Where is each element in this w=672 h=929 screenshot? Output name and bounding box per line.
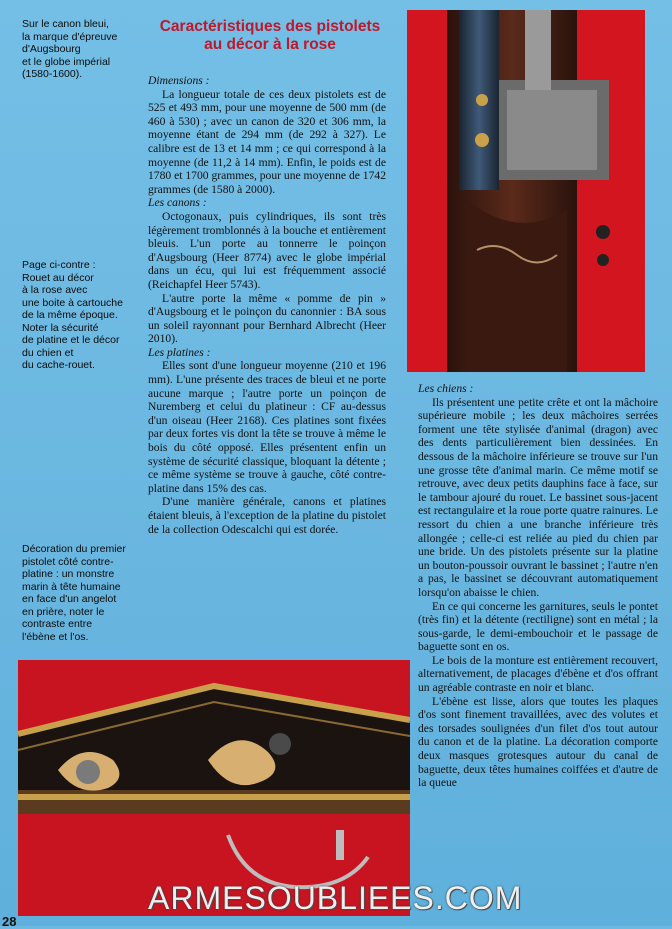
paragraph: Octogonaux, puis cylindriques, ils sont très légèrement tromblonnés à la bouche et entièrement bleuis. L'un porte au tonnerre le poinçon d'Augsbourg (Heer 8774) avec le globe impérial dans un écu, qui lui est fréquemment associé (Reichapfel Heer 5743).	[148, 209, 386, 291]
article-title: Caractéristiques des pistolets au décor à la rose	[159, 18, 381, 53]
article-column-2	[418, 382, 658, 790]
caption-bottom-left: Décoration du premier pistolet côté contre- platine : un monstre marin à tête humaine en face d'un angelot en prière, noter le contraste entre l'ébène et l'os.	[22, 543, 126, 643]
paragraph: Le bois de la monture est entièrement recouvert, alternativement, de placages d'ébène et d'os offrant un agréable contraste en noir et blanc.	[418, 653, 658, 695]
paragraph: En ce qui concerne les garnitures, seuls le pontet (très fin) et la détente (rectiligne) sont en métal ; la sous-garde, le demi-embouchoir et le passage de baguette sont en os.	[418, 599, 658, 654]
caption-top-left: Sur le canon bleui, la marque d'épreuve d'Augsbourg et le globe impérial (1580-1600).	[22, 18, 118, 80]
subheading: Les platines :	[148, 345, 211, 359]
page-number: 28	[2, 914, 17, 929]
article-column-1	[148, 74, 386, 536]
paragraph: L'autre porte la même « pomme de pin » d'Augsbourg et le poinçon du canonnier : BA sous un soleil rayonnant pour Bernhard Albrecht (Heer 2010).	[148, 291, 386, 346]
photo-stock-decoration	[18, 660, 410, 916]
wheel-lock-illustration	[407, 10, 645, 372]
paragraph: D'une manière générale, canons et platines étaient bleuis, à l'exception de la platine du pistolet de la collection Odescalchi qui est dorée.	[148, 495, 386, 536]
paragraph: L'ébène est lisse, alors que toutes les plaques d'os sont finement travaillées, avec des volutes et des torsades soulignées d'un filet d'os tout autour du canon et de la platine. La décoration comporte deux masques grotesques autour du canal de baguette, deux têtes humaines coiffées et d'autre de la queue	[418, 694, 658, 790]
caption-middle-left: Page ci-contre : Rouet au décor à la rose avec une boite à cartouche de la même époque. Noter la sécurité de platine et le décor du chien et du cache-rouet.	[22, 259, 123, 371]
paragraph: Ils présentent une petite crête et ont la mâchoire supérieure mobile ; les deux mâchoires serrées forment une tête stylisée d'animal (dragon) avec des dents particulièrement bien dessinées. En dessous de la mâchoire inférieure se trouve sur l'un une grosse tête d'animal marin. Ce même motif se retrouve, avec deux petits dauphins face à face, sur le tambour ajouré du rouet. Le bassinet sous-jacent est rectangulaire et la roue porte quatre rainures. Le ressort du chien a une branche inférieure très allongée ; celle-ci est reliée au pied du chien par une bride. Un des pistolets présente sur la platine un bouton-poussoir ouvrant le bassinet ; l'autre n'en a pas, le bassinet se découvrant automatiquement lorsqu'on abaisse le chien.	[418, 395, 658, 599]
watermark: ARMESOUBLIEES.COM	[148, 880, 523, 916]
paragraph: Elles sont d'une longueur moyenne (210 et 196 mm). L'une présente des traces de bleui et ne porte aucune marque ; l'autre porte un poinçon de Nuremberg et celui du platineur : CF au-dessus d'un oiseau (Heer 2168). Ces platines sont fixées par deux fortes vis dont la tête se trouve à même le bois du côté opposé. Elles présentent enfin un système de sécurité classique, bloquant la détente ; ce même système se trouve à gauche, côté contre-platine dans 15% des cas.	[148, 359, 386, 495]
subheading: Les chiens :	[418, 382, 474, 395]
subheading: Les canons :	[148, 196, 207, 210]
subheading: Dimensions :	[148, 74, 210, 87]
stock-decoration-illustration	[18, 660, 410, 916]
paragraph: La longueur totale de ces deux pistolets est de 525 et 493 mm, pour une moyenne de 500 mm (de 460 à 530) ; avec un canon de 320 et 306 mm, la moyenne étant de 294 mm (de 292 à 327). Le calibre est de 13 et 14 mm ; ce qui correspond à la moyenne (de 11,2 à 14 mm). Enfin, le poids est de 1780 et 1700 grammes, pour une moyenne de 1742 grammes (de 1580 à 2000).	[148, 87, 386, 196]
photo-wheel-lock	[407, 10, 645, 372]
